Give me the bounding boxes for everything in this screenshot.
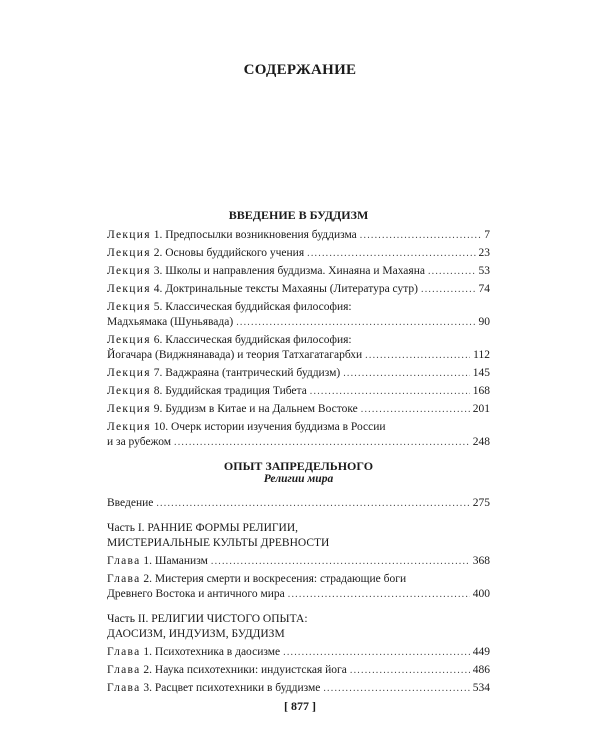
page-ref: 248 — [472, 436, 490, 448]
page-ref: 534 — [472, 682, 490, 694]
page-ref: 486 — [472, 664, 490, 676]
page-ref: 168 — [472, 385, 490, 397]
toc-entry[interactable]: Лекция 9. Буддизм в Китае и на Дальнем Востоке ..... 201 — [107, 402, 490, 417]
page-ref: 53 — [478, 265, 490, 277]
toc-entry[interactable]: Лекция 3. Школы и направления буддизма. Хинаяна и Махаяна ..... 53 — [107, 264, 490, 279]
toc-entry[interactable]: Лекция 4. Доктринальные тексты Махаяны (Литература сутр) ..... 74 — [107, 282, 490, 297]
page-number: [ 877 ] — [284, 699, 316, 713]
toc-part-heading[interactable]: Часть I. РАННИЕ ФОРМЫ РЕЛИГИИ, МИСТЕРИАЛЬНЫЕ КУЛЬТЫ ДРЕВНОСТИ — [107, 522, 330, 549]
toc-entry[interactable]: Глава 3. Расцвет психотехники в буддизме ..... 534 — [107, 681, 490, 696]
toc-entry[interactable]: Глава 2. Мистерия смерти и воскресения: страдающие боги Древнего Востока и античного мира ..... 400 — [107, 572, 490, 602]
page-ref: 90 — [478, 316, 490, 328]
section-buddhism-intro — [107, 208, 490, 450]
toc-entry[interactable]: Лекция 6. Классическая буддийская философия: Йогачара (Виджнянавада) и теория Татхагатагарбхи ..... 112 — [107, 333, 490, 363]
page-ref: 74 — [478, 283, 490, 295]
toc-entry[interactable]: Лекция 8. Буддийская традиция Тибета ..... 168 — [107, 384, 490, 399]
page-ref: 23 — [478, 247, 490, 259]
page-ref: 145 — [472, 367, 490, 379]
page-ref: 275 — [472, 497, 490, 509]
section-title: ВВЕДЕНИЕ В БУДДИЗМ — [228, 208, 369, 222]
page-ref: 7 — [484, 229, 490, 241]
toc-entry[interactable]: Введение ..... 275 — [107, 496, 490, 511]
section-beyond-experience — [107, 459, 490, 696]
toc-entry[interactable]: Лекция 7. Ваджраяна (тантрический буддизм) ..... 145 — [107, 366, 490, 381]
section-title: ОПЫТ ЗАПРЕДЕЛЬНОГО — [223, 459, 374, 473]
toc-entry[interactable]: Лекция 2. Основы буддийского учения ..... 23 — [107, 246, 490, 261]
page-ref: 368 — [472, 555, 490, 567]
toc-entry[interactable]: Глава 1. Шаманизм ..... 368 — [107, 554, 490, 569]
toc-part-heading[interactable]: Часть II. РЕЛИГИИ ЧИСТОГО ОПЫТА: ДАОСИЗМ, ИНДУИЗМ, БУДДИЗМ — [107, 613, 308, 640]
page-ref: 400 — [472, 588, 490, 600]
toc-entry[interactable]: Лекция 5. Классическая буддийская философия: Мадхьямака (Шуньявада) ..... 90 — [107, 300, 490, 330]
toc-entry[interactable]: Лекция 10. Очерк истории изучения буддизма в России и за рубежом ..... 248 — [107, 420, 490, 450]
section-subtitle: Религии мира — [263, 473, 334, 485]
toc-entry[interactable]: Глава 2. Наука психотехники: индуистская йога ..... 486 — [107, 663, 490, 678]
page-ref: 112 — [473, 349, 490, 361]
page-ref: 449 — [472, 646, 490, 658]
toc-entry[interactable]: Лекция 1. Предпосылки возникновения буддизма ..... 7 — [107, 228, 490, 243]
page-title: СОДЕРЖАНИЕ — [243, 62, 357, 78]
toc-entry[interactable]: Глава 1. Психотехника в даосизме ..... 449 — [107, 645, 490, 660]
page-ref: 201 — [472, 403, 490, 415]
